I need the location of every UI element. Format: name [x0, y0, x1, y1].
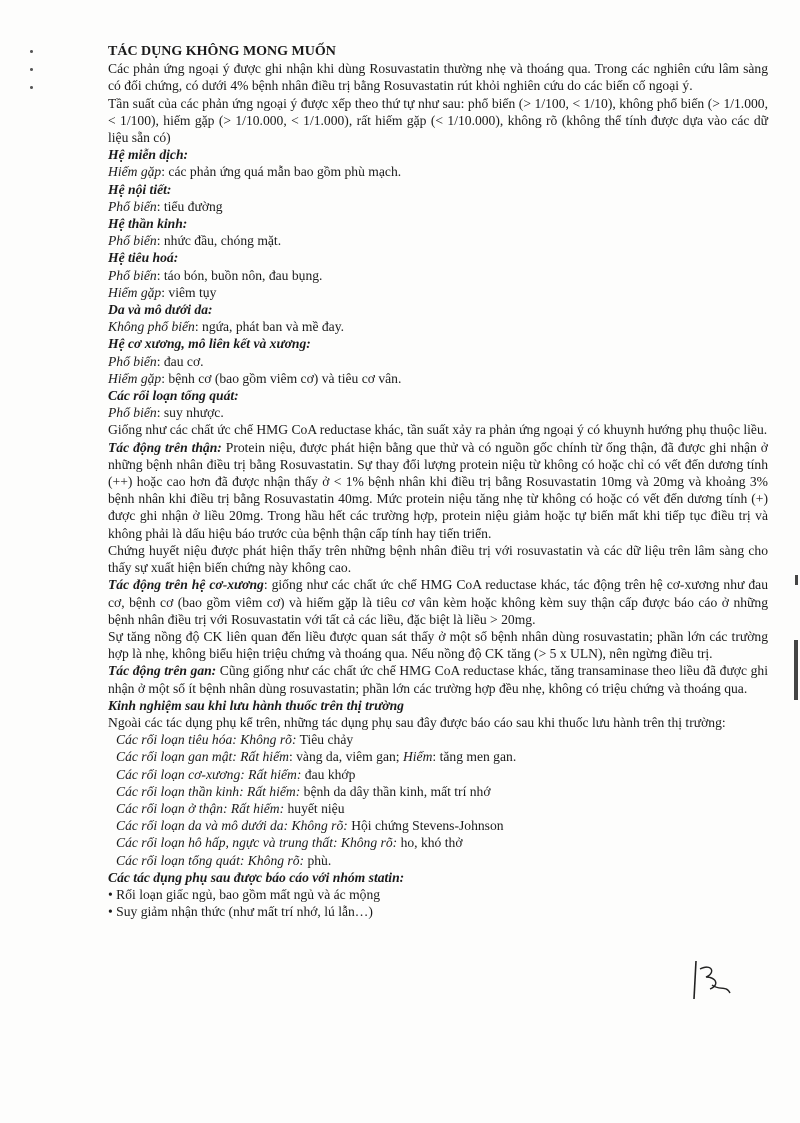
- system-line: [108, 232, 768, 249]
- postmarket-label: Các rối loạn ở thận: Rất hiếm:: [116, 800, 285, 816]
- effect-text: : viêm tụy: [161, 284, 217, 300]
- system-line: [108, 267, 768, 284]
- liver-text: Cũng giống như các chất ức chế HMG CoA reductase khác, tăng transaminase theo liều đã được ghi nhận ở một số ít bệnh nhân dùng rosuvastatin; phần lớn các trường hợp đều nhẹ, không có triệu chứng và thoáng qua.: [108, 663, 768, 696]
- system-heading: Hệ tiêu hoá:: [108, 250, 179, 266]
- hematuria-paragraph: Chứng huyết niệu được phát hiện thấy trên những bệnh nhân điều trị với rosuvastatin và các dữ liệu trên lâm sàng cho thấy sự xuất hiện biến chứng này không cao.: [108, 542, 768, 576]
- postmarket-intro: Ngoài các tác dụng phụ kể trên, những tác dụng phụ sau đây được báo cáo sau khi thuốc lưu hành trên thị trường:: [108, 714, 726, 730]
- scan-edge-mark: [794, 640, 798, 700]
- postmarket-item: [108, 766, 768, 783]
- organ-system-list: [108, 146, 768, 421]
- postmarket-text: phù.: [304, 852, 332, 868]
- effect-text: : ngứa, phát ban và mề đay.: [194, 319, 345, 335]
- ck-paragraph: Sự tăng nồng độ CK liên quan đến liều được quan sát thấy ở một số bệnh nhân dùng rosuvastatin; phần lớn các trường hợp là nhẹ, không biểu hiện triệu chứng và thoáng qua. Nếu nồng độ CK tăng (> 5 x ULN), nên ngừng điều trị.: [108, 628, 768, 662]
- postmarket-text: Hội chứng Stevens-Johnson: [347, 818, 504, 834]
- frequency-label: Phổ biến: [108, 233, 157, 249]
- system-line: [108, 404, 768, 421]
- system-line: [108, 284, 768, 301]
- effect-text: : nhức đầu, chóng mặt.: [156, 233, 282, 249]
- kidney-label: Tác động trên thận:: [108, 439, 222, 455]
- postmarket-label: Các rối loạn tiêu hóa: Không rõ:: [116, 732, 297, 748]
- postmarket-text: Tiêu chảy: [296, 732, 354, 748]
- effect-text: : tiểu đường: [156, 198, 223, 214]
- scan-dot: [30, 68, 33, 71]
- handwritten-initials: [690, 955, 735, 1005]
- postmarket-text: đau khớp: [301, 766, 356, 782]
- dose-note: Giống như các chất ức chế HMG CoA reductase khác, tần suất xảy ra phản ứng ngoại ý có khuynh hướng phụ thuộc liều.: [108, 422, 768, 438]
- scan-dot: [30, 50, 33, 53]
- postmarket-item: [108, 783, 768, 800]
- postmarket-label: Hiếm: [402, 749, 433, 765]
- section-title: TÁC DỤNG KHÔNG MONG MUỐN: [108, 44, 336, 59]
- system-line: [108, 163, 768, 180]
- statin-item: [108, 903, 768, 920]
- kidney-text: Protein niệu, được phát hiện bằng que thử và có nguồn gốc chính từ ống thận, đã được ghi nhận ở những bệnh nhân điều trị bằng Rosuvastatin. Sự thay đổi lượng protein niệu từ không có hoặc chỉ có vết đến dương tính (++) hoặc cao hơn đã được nhận thấy ở < 1% bệnh nhân khi điều trị bằng Rosuvastatin 10mg và 20mg và khoảng 3% bệnh nhân khi điều trị bằng Rosuvastatin 40mg. Mức protein niệu tăng nhẹ từ không có hoặc có vết đến dương tính (+) được ghi nhận ở liều 20mg. Trong hầu hết các trường hợp, protein niệu giảm hoặc tự biến mất khi tiếp tục điều trị và không phải là dấu hiệu báo trước của bệnh thận cấp tính hay tiến triển.: [108, 439, 768, 541]
- frequency-label: Phổ biến: [108, 198, 157, 214]
- liver-paragraph: [108, 662, 768, 696]
- system-line: [108, 370, 768, 387]
- musculo-paragraph: [108, 576, 768, 628]
- statin-list: [108, 886, 768, 920]
- postmarket-text: ho, khó thở: [397, 835, 463, 851]
- postmarket-text: huyết niệu: [284, 800, 345, 816]
- postmarket-label: Các rối loạn gan mật: Rất hiếm: [116, 749, 289, 765]
- kidney-paragraph: [108, 439, 768, 542]
- postmarket-label: Các rối loạn cơ-xương: Rất hiếm:: [116, 766, 302, 782]
- frequency-paragraph: Tần suất của các phản ứng ngoại ý được xếp theo thứ tự như sau: phổ biến (> 1/100, < 1/10), không phổ biến (> 1/1.000, < 1/100), hiếm gặp (> 1/10.000, < 1/1.000), rất hiếm gặp (< 1/10.000), không rõ (không thể tính được dựa vào các dữ liệu sẵn có): [108, 95, 768, 146]
- document-body: [108, 43, 768, 920]
- system-heading: Hệ nội tiết:: [108, 181, 172, 197]
- effect-text: : suy nhược.: [156, 405, 224, 421]
- effect-text: : táo bón, buồn nôn, đau bụng.: [156, 267, 323, 283]
- postmarket-item: [108, 852, 768, 869]
- effect-text: : bệnh cơ (bao gồm viêm cơ) và tiêu cơ vân.: [161, 370, 402, 386]
- postmarket-text: bệnh da dây thần kinh, mất trí nhớ: [300, 783, 491, 799]
- postmarket-item: [108, 817, 768, 834]
- statin-heading: Các tác dụng phụ sau được báo cáo với nhóm statin:: [108, 869, 405, 885]
- system-heading: Hệ thần kinh:: [108, 216, 188, 232]
- frequency-label: Phổ biến: [108, 405, 157, 421]
- system-heading: Các rối loạn tổng quát:: [108, 388, 239, 404]
- postmarket-item: [108, 800, 768, 817]
- bullet-icon: •: [108, 886, 117, 902]
- statin-item-text: Suy giảm nhận thức (như mất trí nhớ, lú lẫn…): [116, 904, 373, 920]
- effect-text: : các phản ứng quá mẫn bao gồm phù mạch.: [161, 164, 402, 180]
- effect-text: : đau cơ.: [156, 353, 204, 369]
- system-line: [108, 353, 768, 370]
- postmarket-label: Các rối loạn thần kinh: Rất hiếm:: [116, 783, 301, 799]
- postmarket-text: : vàng da, viêm gan;: [288, 749, 403, 765]
- system-line: [108, 198, 768, 215]
- frequency-label: Hiếm gặp: [108, 370, 162, 386]
- scan-dot: [30, 86, 33, 89]
- postmarket-label: Các rối loạn hô hấp, ngực và trung thất: Không rõ:: [116, 835, 398, 851]
- bullet-icon: •: [108, 904, 117, 920]
- intro-paragraph: Các phản ứng ngoại ý được ghi nhận khi dùng Rosuvastatin thường nhẹ và thoáng qua. Trong các nghiên cứu lâm sàng có đối chứng, có dưới 4% bệnh nhân điều trị bằng Rosuvastatin rút khỏi nghiên cứu do các biến cố ngoại ý.: [108, 61, 768, 94]
- frequency-label: Phổ biến: [108, 267, 157, 283]
- postmarket-list: [108, 731, 768, 869]
- frequency-label: Không phổ biến: [108, 319, 195, 335]
- system-heading: Hệ cơ xương, mô liên kết và xương:: [108, 336, 311, 352]
- postmarket-item: [108, 731, 768, 748]
- postmarket-label: Các rối loạn tổng quát: Không rõ:: [116, 852, 305, 868]
- scan-edge-mark: [795, 575, 798, 585]
- system-heading: Da và mô dưới da:: [108, 302, 213, 318]
- postmarket-text: : tăng men gan.: [432, 749, 517, 765]
- frequency-label: Hiếm gặp: [108, 284, 162, 300]
- postmarket-item: [108, 834, 768, 851]
- statin-item-text: Rối loạn giấc ngủ, bao gồm mất ngủ và ác mộng: [116, 886, 381, 902]
- musculo-label: Tác động trên hệ cơ-xương: [108, 577, 264, 593]
- postmarket-item: [108, 748, 768, 765]
- postmarket-label: Các rối loạn da và mô dưới da: Không rõ:: [116, 818, 348, 834]
- frequency-label: Phổ biến: [108, 353, 157, 369]
- postmarket-heading: Kinh nghiệm sau khi lưu hành thuốc trên thị trường: [108, 697, 404, 713]
- system-line: [108, 318, 768, 335]
- system-heading: Hệ miễn dịch:: [108, 147, 189, 163]
- frequency-label: Hiếm gặp: [108, 164, 162, 180]
- musculo-text: : giống như các chất ức chế HMG CoA reductase khác, tác động trên hệ cơ-xương như đau cơ, bệnh cơ (bao gồm viêm cơ) và hiếm gặp là tiêu cơ vân kèm hoặc không kèm suy thận cấp được báo cáo ở những bệnh nhân điều trị với Rosuvastatin với tất cả các liều, đặc biệt là liều > 20mg.: [108, 577, 768, 627]
- statin-item: [108, 886, 768, 903]
- liver-label: Tác động trên gan:: [108, 663, 217, 679]
